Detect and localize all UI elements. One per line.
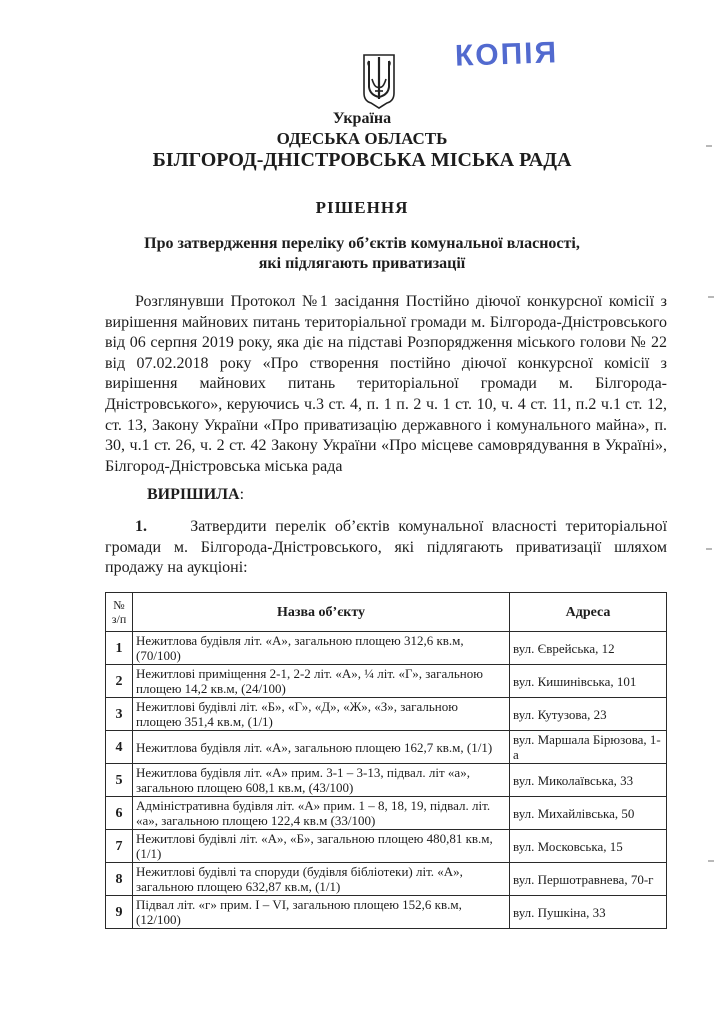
row-num: 4 bbox=[106, 731, 133, 764]
header-country: Україна bbox=[332, 110, 392, 127]
resolution-item-1 bbox=[105, 517, 667, 579]
row-address: вул. Кутузова, 23 bbox=[510, 698, 667, 731]
row-name: Нежитлові будівлі літ. «А», «Б», загальною площею 480,81 кв.м, (1/1) bbox=[133, 830, 510, 863]
table-row bbox=[106, 896, 667, 929]
header-council: БІЛГОРОД-ДНІСТРОВСЬКА МІСЬКА РАДА bbox=[152, 149, 572, 171]
header-name: Назва об’єкту bbox=[133, 593, 510, 632]
row-address: вул. Миколаївська, 33 bbox=[510, 764, 667, 797]
scan-mark bbox=[706, 145, 712, 147]
row-num: 7 bbox=[106, 830, 133, 863]
item-number: 1. bbox=[135, 518, 147, 535]
preamble-paragraph: Розглянувши Протокол №1 засідання Постійно діючої конкурсної комісії з вирішення майнових питань територіальної громади м. Білгорода-Дністровського від 06 серпня 2019 року, яка діє на підставі Розпорядження міського голови № 22 від 07.02.2018 року «Про створення постійно діючої конкурсної комісії з вирішення майнових питань територіальної громади м. Білгорода-Дністровського», керуючись ч.3 ст. 4, п. 1 п. 2 ч. 1 ст. 10, ч. 4 ст. 11, п.2 ч.1 ст. 12, ст. 13, Закону України «Про приватизацію державного і комунального майна», п. 30, ч.1 ст. 26, ч. 2 ст. 42 Закону України «Про місцеве самоврядування в Україні», Білгород-Дністровська міська рада bbox=[105, 293, 667, 475]
row-name: Адміністративна будівля літ. «А» прим. 1 – 8, 18, 19, підвал. літ. «а», загальною площею 122,4 кв.м (33/100) bbox=[133, 797, 510, 830]
scan-mark bbox=[708, 296, 714, 298]
row-address: вул. Маршала Бірюзова, 1-а bbox=[510, 731, 667, 764]
table-row bbox=[106, 830, 667, 863]
table-row bbox=[106, 863, 667, 896]
row-name: Нежитлова будівля літ. «А» прим. 3-1 – 3-13, підвал. літ «а», загальною площею 608,1 кв.м, (43/100) bbox=[133, 764, 510, 797]
row-name: Нежитлові будівлі літ. «Б», «Г», «Д», «Ж», «З», загальною площею 351,4 кв.м, (1/1) bbox=[133, 698, 510, 731]
table-row bbox=[106, 731, 667, 764]
resolved-heading bbox=[147, 486, 244, 504]
header-region: ОДЕСЬКА ОБЛАСТЬ bbox=[276, 129, 448, 148]
row-address: вул. Єврейська, 12 bbox=[510, 632, 667, 665]
row-address: вул. Михайлівська, 50 bbox=[510, 797, 667, 830]
row-num: 6 bbox=[106, 797, 133, 830]
row-name: Нежитлова будівля літ. «А», загальною площею 162,7 кв.м, (1/1) bbox=[133, 731, 510, 764]
header-address: Адреса bbox=[510, 593, 667, 632]
trident-emblem-icon bbox=[361, 49, 397, 109]
row-name: Нежитлові приміщення 2-1, 2-2 літ. «А», ¼ літ. «Г», загальною площею 14,2 кв.м, (24/100) bbox=[133, 665, 510, 698]
table-row bbox=[106, 797, 667, 830]
table-header-row bbox=[106, 593, 667, 632]
row-num: 3 bbox=[106, 698, 133, 731]
table-row bbox=[106, 632, 667, 665]
scan-mark bbox=[706, 548, 712, 550]
row-num: 8 bbox=[106, 863, 133, 896]
row-name: Нежитлова будівля літ. «А», загальною площею 312,6 кв.м, (70/100) bbox=[133, 632, 510, 665]
item-text: Затвердити перелік об’єктів комунальної власності територіальної громади м. Білгорода-Дністровського, які підлягають приватизації шляхом продажу на аукціоні: bbox=[105, 518, 668, 577]
row-address: вул. Пушкіна, 33 bbox=[510, 896, 667, 929]
row-address: вул. Московська, 15 bbox=[510, 830, 667, 863]
subject-line-2: які підлягають приватизації bbox=[258, 255, 466, 272]
row-address: вул. Першотравнева, 70-г bbox=[510, 863, 667, 896]
subject-line-1: Про затвердження переліку об’єктів комунальної власності, bbox=[144, 235, 580, 252]
objects-table bbox=[105, 592, 667, 929]
row-name: Нежитлові будівлі та споруди (будівля бібліотеки) літ. «А», загальною площею 632,87 кв.м, (1/1) bbox=[133, 863, 510, 896]
row-num: 5 bbox=[106, 764, 133, 797]
scan-mark bbox=[708, 860, 714, 862]
table-row bbox=[106, 665, 667, 698]
document-title: РІШЕННЯ bbox=[315, 198, 409, 217]
decision-subject bbox=[0, 234, 724, 274]
row-address: вул. Кишинівська, 101 bbox=[510, 665, 667, 698]
row-num: 1 bbox=[106, 632, 133, 665]
table-row bbox=[106, 698, 667, 731]
resolved-word: ВИРІШИЛА bbox=[147, 486, 240, 503]
row-num: 9 bbox=[106, 896, 133, 929]
copy-stamp: КОПІЯ bbox=[454, 36, 559, 73]
table-row bbox=[106, 764, 667, 797]
header-num: № з/п bbox=[106, 593, 133, 632]
row-num: 2 bbox=[106, 665, 133, 698]
resolved-colon: : bbox=[239, 486, 245, 503]
row-name: Підвал літ. «г» прим. I – VI, загальною площею 152,6 кв.м, (12/100) bbox=[133, 896, 510, 929]
